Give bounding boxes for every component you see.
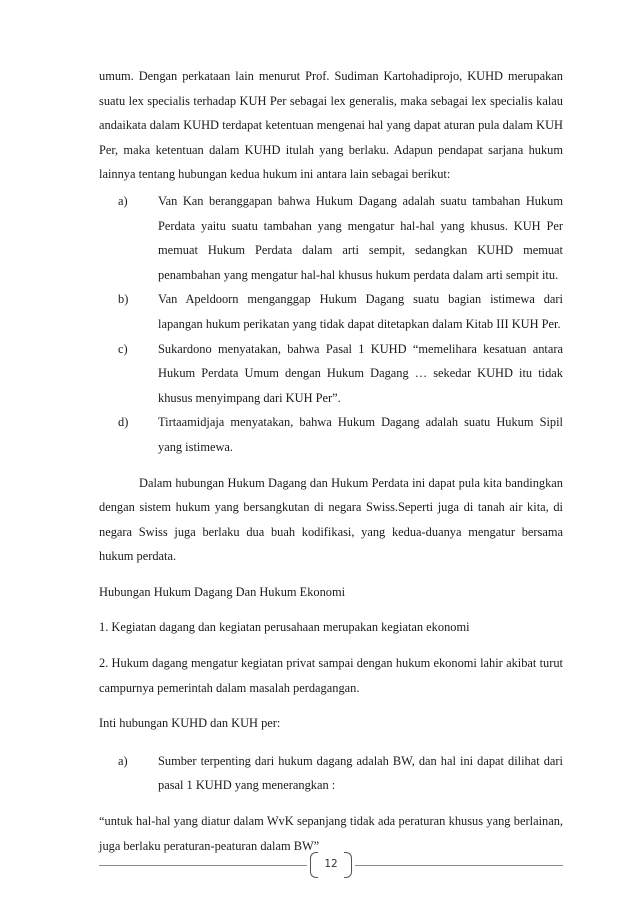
list-marker: d) xyxy=(118,415,129,430)
list-item-text: Tirtaamidjaja menyatakan, bahwa Hukum Dagang adalah suatu Hukum Sipil yang istimewa. xyxy=(158,415,563,454)
document-body xyxy=(99,64,563,858)
page-number: 12 xyxy=(324,858,338,870)
page-footer xyxy=(99,854,563,878)
list-item xyxy=(118,287,563,336)
section-heading-inti: Inti hubungan KUHD dan KUH per: xyxy=(99,716,281,731)
list-item-text: Sukardono menyatakan, bahwa Pasal 1 KUHD “memelihara kesatuan antara Hukum Perdata Umum dengan Hukum Dagang … sekedar KUHD itu tidak khusus menyimpang dari KUH Per”. xyxy=(158,341,563,405)
paragraph-intro: umum. Dengan perkataan lain menurut Prof. Sudiman Kartohadiprojo, KUHD merupakan suatu lex specialis terhadap KUH Per sebagai lex generalis, maka sebagai lex specialis kalau andaikata dalam KUHD terdapat ketentuan mengenai hal yang dapat aturan pula dalam KUH Per, maka ketentuan dalam KUHD itulah yang berlaku. Adapun pendapat sarjana hukum lainnya tentang hubungan kedua hukum ini antara lain sebagai berikut: xyxy=(99,69,563,182)
inti-list xyxy=(99,749,563,798)
footer-bracket-right xyxy=(344,852,352,878)
list-item-text: Van Apeldoorn menganggap Hukum Dagang suatu bagian istimewa dari lapangan hukum perikatan yang tidak dapat ditetapkan dalam Kitab III KUH Per. xyxy=(158,292,563,331)
list-marker: b) xyxy=(118,292,129,307)
opinion-list xyxy=(99,189,563,460)
list-item xyxy=(118,337,563,411)
list-marker: a) xyxy=(118,753,128,768)
list-item xyxy=(118,189,563,287)
list-marker: a) xyxy=(118,193,128,208)
footer-rule-right xyxy=(355,865,563,866)
list-item xyxy=(118,410,563,459)
list-marker: c) xyxy=(118,341,128,356)
section-heading-ekonomi: Hubungan Hukum Dagang Dan Hukum Ekonomi xyxy=(99,584,346,599)
paragraph-swiss: Dalam hubungan Hukum Dagang dan Hukum Perdata ini dapat pula kita bandingkan dengan sistem hukum yang bersangkutan di negara Swiss.Seperti juga di tanah air kita, di negara Swiss juga berlaku dua buah kodifikasi, yang kedua-duanya mengatur bersama hukum perdata. xyxy=(99,475,563,564)
point-one: 1. Kegiatan dagang dan kegiatan perusahaan merupakan kegiatan ekonomi xyxy=(99,620,470,635)
quote-paragraph: “untuk hal-hal yang diatur dalam WvK sepanjang tidak ada peraturan khusus yang berlainan, juga berlaku peraturan-peaturan dalam BW” xyxy=(99,814,563,853)
list-item-text: Van Kan beranggapan bahwa Hukum Dagang adalah suatu tambahan Hukum Perdata yaitu suatu tambahan yang mengatur hal-hal yang khusus. KUH Per memuat Hukum Perdata dalam arti sempit, sedangkan KUHD memuat penambahan yang mengatur hal-hal khusus hukum perdata dalam arti sempit itu. xyxy=(158,193,563,282)
list-item xyxy=(118,749,563,798)
list-item-text: Sumber terpenting dari hukum dagang adalah BW, dan hal ini dapat dilihat dari pasal 1 KUHD yang menerangkan : xyxy=(158,753,563,793)
point-two: 2. Hukum dagang mengatur kegiatan privat sampai dengan hukum ekonomi lahir akibat turut campurnya pemerintah dalam masalah perdagangan. xyxy=(99,656,563,695)
